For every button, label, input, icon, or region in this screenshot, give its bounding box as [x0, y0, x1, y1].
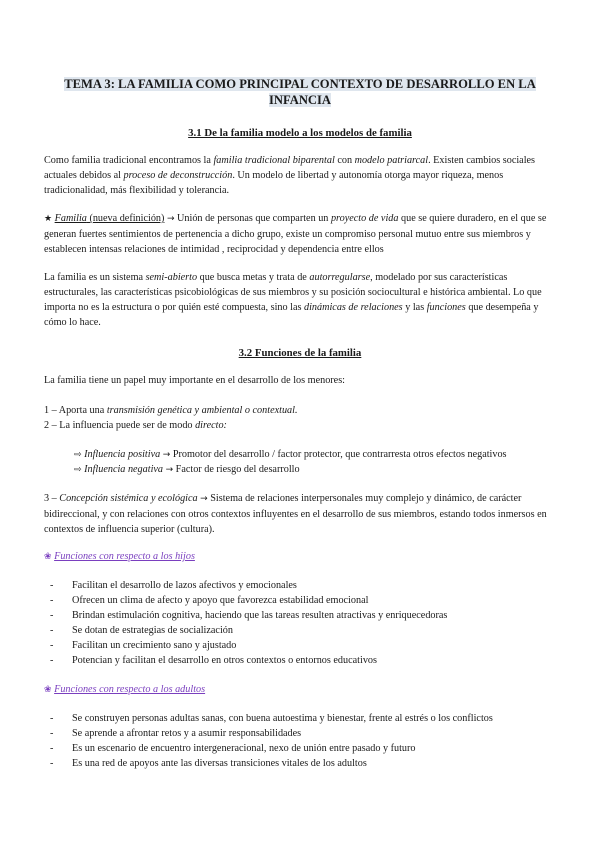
family-term	[55, 213, 165, 224]
text: . Un modelo de libertad y autonomía otorga mayor riqueza, menos tradicionalidad, más flexibilidad y tolerancia.	[44, 170, 504, 196]
text: con	[334, 155, 355, 166]
section-heading-3-2-text: 3.2 Funciones de la familia	[238, 347, 362, 359]
text: , modelado por sus características estructurales, las características psicobiológicas de sus miembros y su posición sociocultural e histórica ambiental. Lo que importa no es la estructura o por quién esté compuesta, sino las	[44, 272, 542, 313]
text: . Existen cambios sociales actuales debidos al	[44, 155, 536, 181]
text-italic: dinámicas de relaciones	[304, 302, 403, 313]
heading-functions-children	[44, 549, 444, 565]
list-item: - Se aprende a afrontar retos y a asumir responsabilidades	[44, 726, 554, 741]
text: 1 – Aporta una	[44, 405, 107, 416]
section-heading-3-2	[40, 346, 560, 361]
list-item: - Es una red de apoyos ante las diversas transiciones vitales de los adultos	[44, 756, 554, 771]
document-title	[40, 76, 560, 108]
arrow-outline-icon: ⇨	[74, 450, 82, 460]
arrow-right-icon: →	[200, 494, 208, 504]
text-italic: transmisión genética y ambiental o contextual.	[106, 405, 298, 416]
text: 2 – La influencia puede ser de modo	[44, 420, 196, 431]
text-italic: directo:	[195, 420, 227, 431]
flower-icon: ❀	[44, 552, 52, 562]
paragraph-traditional-family	[44, 153, 556, 198]
text-italic: Influencia negativa	[84, 464, 164, 475]
item-2	[44, 418, 556, 433]
flower-icon: ❀	[44, 685, 52, 695]
section-heading-3-1-text: 3.1 De la familia modelo a los modelos de familia	[188, 127, 412, 139]
list-functions-children	[44, 578, 554, 668]
text-italic: proceso de deconstrucción	[123, 170, 233, 181]
heading-functions-children-text: Funciones con respecto a los hijos	[54, 551, 195, 562]
text: que se quiere duradero, en el que se generan fuertes sentimientos de pertenencia a dicho grupo, existe un compromiso personal mutuo entre sus miembros y establecen intensas relaciones de intimidad , reciprocidad y dependencia entre ellos	[44, 213, 547, 255]
text: Factor de riesgo del desarrollo	[173, 464, 300, 475]
section-heading-3-1	[40, 126, 560, 141]
text: que busca metas y trata de	[197, 272, 310, 283]
list-item: - Potencian y facilitan el desarrollo en otros contextos o entornos educativos	[44, 653, 554, 668]
paragraph-intro-functions: La familia tiene un papel muy importante en el desarrollo de los menores:	[44, 375, 345, 386]
arrow-right-icon: →	[165, 465, 174, 475]
title-line-2: INFANCIA	[268, 93, 332, 107]
text: La familia es un sistema	[44, 272, 146, 283]
subitem-negative-influence	[74, 462, 554, 478]
title-line-1: TEMA 3: LA FAMILIA COMO PRINCIPAL CONTEXTO DE DESARROLLO EN LA	[64, 77, 536, 91]
list-item: - Es un escenario de encuentro intergeneracional, nexo de unión entre pasado y futuro	[44, 741, 554, 756]
text-italic: proyecto de vida	[330, 213, 399, 224]
item-1	[44, 403, 556, 418]
text: y las	[402, 302, 427, 313]
text: 3 –	[44, 493, 60, 504]
paragraph-family-system	[44, 270, 556, 330]
paragraph-family-definition	[44, 211, 556, 257]
text-italic: Concepción sistémica y ecológica	[59, 493, 198, 504]
text: que desempeña y cómo lo hace.	[44, 302, 539, 328]
text: Como familia tradicional encontramos la	[44, 155, 214, 166]
text-italic: autorregularse	[309, 272, 371, 283]
list-item: - Facilitan un crecimiento sano y ajustado	[44, 638, 554, 653]
arrow-right-icon: →	[166, 214, 175, 224]
star-icon: ★	[44, 214, 53, 224]
subitem-positive-influence	[74, 447, 554, 463]
text-italic: Familia	[54, 213, 87, 224]
text-italic: modelo patriarcal	[354, 155, 429, 166]
list-functions-adults	[44, 711, 554, 771]
list-item: - Ofrecen un clima de afecto y apoyo que favorezca estabilidad emocional	[44, 593, 554, 608]
text: Sistema de relaciones interpersonales muy complejo y dinámico, de carácter bidireccional, y con relaciones con otros contextos influyentes en el desarrollo de sus miembros, estando todos inmersos en contextos de influencia superior (cultura).	[44, 493, 547, 535]
list-item: - Se construyen personas adultas sanas, con buena autoestima y bienestar, frente al estrés o los conflictos	[44, 711, 554, 726]
text: Unión de personas que comparten un	[174, 213, 331, 224]
arrow-outline-icon: ⇨	[74, 465, 82, 475]
text-italic: Influencia positiva	[84, 449, 161, 460]
text-italic: semi-abierto	[145, 272, 198, 283]
list-item: - Se dotan de estrategias de socialización	[44, 623, 554, 638]
arrow-right-icon: →	[162, 450, 171, 460]
text: (nueva definición)	[86, 213, 165, 224]
text-italic: funciones	[426, 302, 466, 313]
list-item: - Facilitan el desarrollo de lazos afectivos y emocionales	[44, 578, 554, 593]
text: Promotor del desarrollo / factor protector, que contrarresta otros efectos negativos	[170, 449, 507, 460]
list-item: - Brindan estimulación cognitiva, haciendo que las tareas resulten atractivas y enriquecedoras	[44, 608, 554, 623]
heading-functions-adults	[44, 682, 444, 698]
text-italic: familia tradicional biparental	[213, 155, 335, 166]
item-3	[44, 491, 556, 537]
heading-functions-adults-text: Funciones con respecto a los adultos	[54, 684, 206, 695]
